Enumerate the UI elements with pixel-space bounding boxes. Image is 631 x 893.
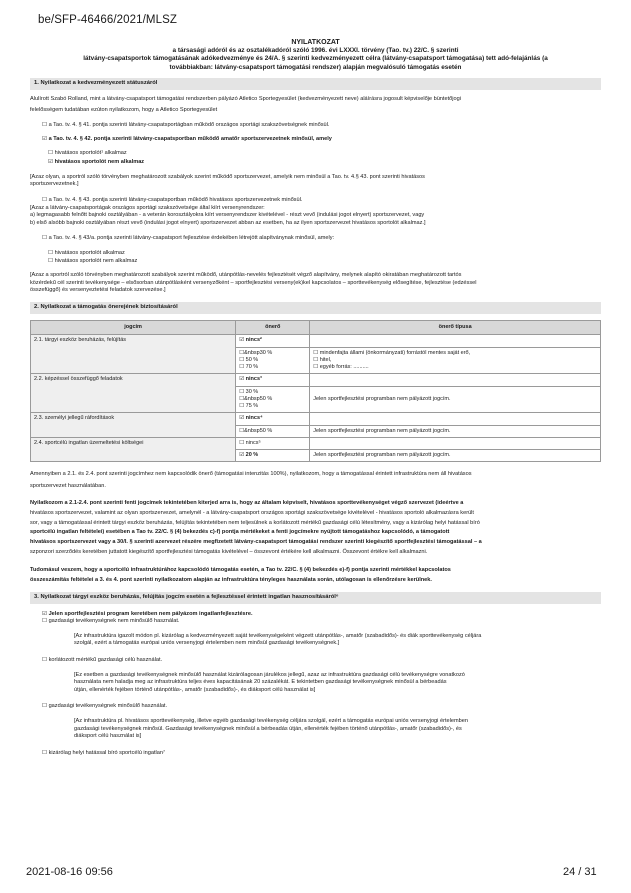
percent-option: ☐ 30 % xyxy=(239,388,259,395)
percent-option: ☐ 75 % xyxy=(239,403,259,410)
text-line: Amennyiben a 2.1. és 2.4. pont szerinti jogcímhez nem kapcsolódik önerő (támogatási intenzitás 100%), nyilatkozom, hogy a támogatással érintett infrastruktúra nem áll hivatásos xyxy=(30,471,472,478)
text-line: útján, ellenérték fejében történő utánpótlás-, amatőr (szabadidős)-, és diáksport célú használat is] xyxy=(74,686,316,693)
type-option: ☐ hitel, xyxy=(313,356,332,363)
text-line: gazdasági tevékenységnek minősül. Gazdasági tevékenységnek minősül a bérbeadás útján, ellenérték fejében történő utánpótlás-, amatőr (szabadidős)-, és xyxy=(74,725,462,732)
own-contribution-options xyxy=(236,347,310,374)
own-contribution-options xyxy=(236,450,310,462)
type-option: ☐ egyéb forrás: .......... xyxy=(313,364,369,371)
status-option-41: ☐ a Tao. tv. 4. § 41. pontja szerinti látvány-csapatsportágban működő országos sportági szakszövetségnek minősül. xyxy=(42,122,330,129)
contribution-type: Jelen sportfejlesztési programban nem pályázott jogcím. xyxy=(310,386,601,413)
declaration-paragraph xyxy=(30,499,601,558)
page-number: 24 / 31 xyxy=(563,866,597,878)
non-economic-use-option: ☐ gazdasági tevékenységnek nem minősülő használat. xyxy=(42,618,180,625)
title-cell: 2.4. sportcélú ingatlan üzemeltetési költségei xyxy=(31,437,236,462)
percent-option: ☐ 70 % xyxy=(239,364,259,371)
percent-option: ☐ 50 % xyxy=(239,356,259,363)
note-economic xyxy=(74,718,601,740)
text-line: szponzori szerződés keretében juttatott kiegészítő sportfejlesztési támogatás kivételével – összevont értékére kell alkalmazni. Összevont értékre kell alkalmazni. xyxy=(30,549,428,556)
text-line: hivatásos sportszervezet, valamint az olyan sportszervezet, amelynél - a látvány-csapatsport országos sportági szakszövetsége kivételével - hivatásos sportoló alkalmazásra került xyxy=(30,509,474,516)
acknowledgement-paragraph xyxy=(30,566,601,586)
title-line: NYILATKOZAT xyxy=(291,39,340,46)
text-line: [Azaz olyan, a sportról szóló törvényben meghatározott szabályok szerint működő sportszervezet, amelyik nem minősül a Tao. tv. 4.§ 43. pont szerinti hivatásos xyxy=(30,173,425,180)
text-line: Nyilatkozom a 2.1-2.4. pont szerinti fenti jogcímek tekintetében kiterjed arra is, hogy az általam képviselt, hivatásos sporttevékenységet végző szervezet (ideértve a xyxy=(30,500,464,507)
status-option-43a: ☐ a Tao. tv. 4. § 43/a. pontja szerinti látvány-csapatsport fejlesztése érdekében létrejött alapítványnak minősül, amely: xyxy=(42,235,335,242)
text-line: Tudomásul veszem, hogy a sportcélú infrastruktúrához kapcsolódó támogatás esetén, a Tao tv. 22/C. § (4) bekezdés e)-f) pontja szerinti mértékkel kapcsolatos xyxy=(30,566,451,573)
title-cell: 2.2. képzéssel összefüggő feladatok xyxy=(31,374,236,413)
empty-cell xyxy=(310,413,601,425)
own-contribution-table xyxy=(30,320,601,462)
text-line: sportszervezetnek.] xyxy=(30,181,79,188)
text-line: szolgál, ezért a támogatás európai uniós versenyjogi értelemben nem minősül gazdasági tevékenységnek.] xyxy=(74,640,340,647)
title-line: továbbiakban: látvány-csapatsport támogatási rendszer) alapján megvalósuló támogatás esetén xyxy=(169,63,462,71)
intro-text xyxy=(30,96,601,115)
text-line: [Ez esetben a gazdasági tevékenységnek minősülő használat kizárólagosan járulékos jellegű, azaz az infrastruktúra gazdasági célú tevékenységre vonatkozó xyxy=(74,671,465,678)
intensity-note xyxy=(30,471,601,490)
text-line: diáksport célú használat is] xyxy=(74,733,142,740)
note-limited-economic xyxy=(74,672,601,694)
section-1-heading: 1. Nyilatkozat a kedvezményezett státuszáról xyxy=(30,78,601,90)
empty-cell xyxy=(310,335,601,347)
section-3-heading: 3. Nyilatkozat tárgyi eszköz beruházás, felújítás jogcím esetén a fejlesztéssel érintett ingatlan hasznosításáról⁶ xyxy=(30,592,601,604)
table-row xyxy=(31,413,601,425)
note-42 xyxy=(30,174,601,189)
text-line: Alulírott Szabó Rolland, mint a látvány-csapatsport támogatási rendszerben pályázó Atletico Sportegyesület (kedvezményezett neve) aláírásra jogosult képviselője büntetőjogi xyxy=(30,95,461,102)
status-option-43: ☐ a Tao. tv. 4. § 43. pontja szerinti látvány-csapatsportban működő hivatásos sportszervezetnek minősül. xyxy=(42,196,303,203)
text-line: sportszervezet használatában. xyxy=(30,482,106,489)
own-contribution-options xyxy=(236,425,310,437)
document-body xyxy=(30,38,601,757)
contribution-type xyxy=(310,347,601,374)
no-real-estate-option: ☑ Jelen sportfejlesztési program keretében nem pályázom ingatlanfejlesztésre. xyxy=(42,611,253,617)
text-line: sportcélú ingatlan feltételei) esetében a Tao tv. 22/C. § (4) bekezdés c)-f) pontja mértékeket a fenti jogcímekre nyújtott támogatáshoz kapcsolódó, a támogatott xyxy=(30,529,450,536)
text-line: [Az infrastruktúra pl. hivatásos sporttevékenység, illetve egyéb gazdasági tevékenység céljára szolgál, ezért a támogatás európai uniós versenyjogi értelemben xyxy=(74,718,468,725)
title-cell: 2.1. tárgyi eszköz beruházás, felújítás xyxy=(31,335,236,374)
title-cell: 2.3. személyi jellegű ráfordítások xyxy=(31,413,236,438)
text-line: összeszámítás feltételei a 3. és 4. pont szerinti nyilatkozatom alapján az infrastruktúra tényleges használata során, utólagosan is ellenőrzésre kerülnek. xyxy=(30,576,432,583)
percent-option: ☐&nbsp50 % xyxy=(239,395,273,402)
percent-option: ☐&nbsp50 % xyxy=(239,427,273,434)
own-contribution-none: ☐ nincs⁵ xyxy=(236,437,310,449)
text-line: közérdekű cél szerinti tevékenysége – elsősorban utánpótlásként versenyzőként – sportfejlesztési verseny(ek)kel kapcsolatos – sporttevékenység elősegítése, fejlesztése (edzéssel xyxy=(30,279,477,286)
economic-use-option: ☐ gazdasági tevékenységnek minősülő használat. xyxy=(42,703,168,709)
note-non-economic xyxy=(74,633,601,648)
column-header: jogcím xyxy=(31,321,236,335)
table-row xyxy=(31,374,601,386)
text-line: [Az infrastruktúra igazolt módon pl. kizárólag a kedvezményezett saját tevékenységeként végzett utánpótlás-, amatőr (szabadidős)- és diák sporttevékenység céljára xyxy=(74,632,482,639)
type-option: ☐ mindenfajta állami (önkormányzati) forrástól mentes saját erő, xyxy=(313,349,471,356)
table-header-row xyxy=(31,321,601,335)
percent-option: ☑ 20 % xyxy=(239,452,259,459)
contribution-type: Jelen sportfejlesztési programban nem pályázott jogcím. xyxy=(310,425,601,437)
percent-option: ☐&nbsp30 % xyxy=(239,349,273,356)
text-line: [Azaz a látvány-csapatsportágak országos sportági szakszövetsége által kiírt versenyrendszer: xyxy=(30,205,265,212)
status-option-42: ☑ a Tao. tv. 4. § 42. pontja szerinti látvány-csapatsportban működő amatőr sportszervezetnek minősül, amely xyxy=(42,135,332,142)
declaration-title xyxy=(30,38,601,72)
text-line: sor, vagy a támogatással érintett tárgyi eszköz beruházás, felújítás tekintetében nem teljesülnek a korlátozott mértékű gazdasági célú létesítmény, vagy a kizárólag helyi hatással bíró xyxy=(30,519,480,526)
footer-datetime: 2021-08-16 09:56 xyxy=(26,866,113,878)
local-impact-option: ☐ kizárólag helyi hatással bíró sportcélú ingatlan⁷ xyxy=(42,749,166,756)
text-line: felelősségem tudatában ezúton nyilatkozom, hogy a Atletico Sportegyesület xyxy=(30,107,218,114)
note-43 xyxy=(30,205,601,227)
text-line: hivatásos sportszervezet vagy a 30/I. § szerinti azervezet részére megfizetett látvány-csapatsport támogatási rendszer szerinti kiegészítő sportfejlesztési támogatással – a xyxy=(30,539,482,546)
suboption-no-pro-athlete-foundation: ☐ hivatásos sportolót nem alkalmaz xyxy=(48,257,138,264)
contribution-type: Jelen sportfejlesztési programban nem pályázott jogcím. xyxy=(310,450,601,462)
empty-cell xyxy=(310,437,601,449)
own-contribution-none: ☑ nincs³ xyxy=(236,374,310,386)
text-line: összefüggő) és versenyeztetési feladatok szervezése.] xyxy=(30,287,166,294)
text-line: b) első alsóbb bajnoki osztályában részt vevő (indulási jogot elnyert) sportszervezet abban az esetben, ha az ilyen sportszervezet hivatásos sportolót alkalmaz.] xyxy=(30,219,426,226)
table-row xyxy=(31,335,601,347)
section-2-heading: 2. Nyilatkozat a támogatás önerejének biztosításáról xyxy=(30,302,601,314)
suboption-pro-athlete-foundation: ☐ hivatásos sportolót alkalmaz xyxy=(48,249,125,256)
column-header: önerő típusa xyxy=(310,321,601,335)
text-line: [Azaz a sportról szóló törvényben meghatározott szabályok szerint működő, utánpótlás-nevelés fejlesztését végző alapítvány, melynek alapító okiratában meghatározott tartós xyxy=(30,272,462,279)
suboption-pro-athlete: ☐ hivatásos sportolót¹ alkalmaz xyxy=(48,150,127,157)
note-43a xyxy=(30,272,601,294)
table-row xyxy=(31,437,601,449)
title-line: a társasági adóról és az osztalékadóról szóló 1996. évi LXXXI. törvény (Tao. tv.) 22/C. § szerinti xyxy=(172,47,459,55)
column-header: önerő xyxy=(236,321,310,335)
suboption-no-pro-athlete: ☑ hivatásos sportolót nem alkalmaz xyxy=(48,158,145,165)
own-contribution-options xyxy=(236,386,310,413)
title-line: látvány-csapatsportok támogatásának adókedvezménye és 24/A. § szerinti kedvezményezett célra (látvány-csapatsport támogatása) tett adó-felajánlás (a xyxy=(83,55,548,63)
document-id: be/SFP-46466/2021/MLSZ xyxy=(38,14,178,26)
own-contribution-none: ☑ nincs⁴ xyxy=(236,413,310,425)
text-line: használata nem haladja meg az infrastruktúra teljes éves kapacitásának 20 százalékát. E tekintetben gazdasági tevékenységnek minősül a bérbeadás xyxy=(74,679,447,686)
own-contribution-none: ☑ nincs² xyxy=(236,335,310,347)
empty-cell xyxy=(310,374,601,386)
text-line: a) legmagasabb felnőtt bajnoki osztályában - a veterán korosztályokra kiírt versenyrendszer kivételével - részt vevő (indulási jogot elnyert) sportszervezet, vagy xyxy=(30,212,425,219)
limited-economic-use-option: ☐ korlátozott mértékű gazdasági célú használat. xyxy=(42,656,163,663)
